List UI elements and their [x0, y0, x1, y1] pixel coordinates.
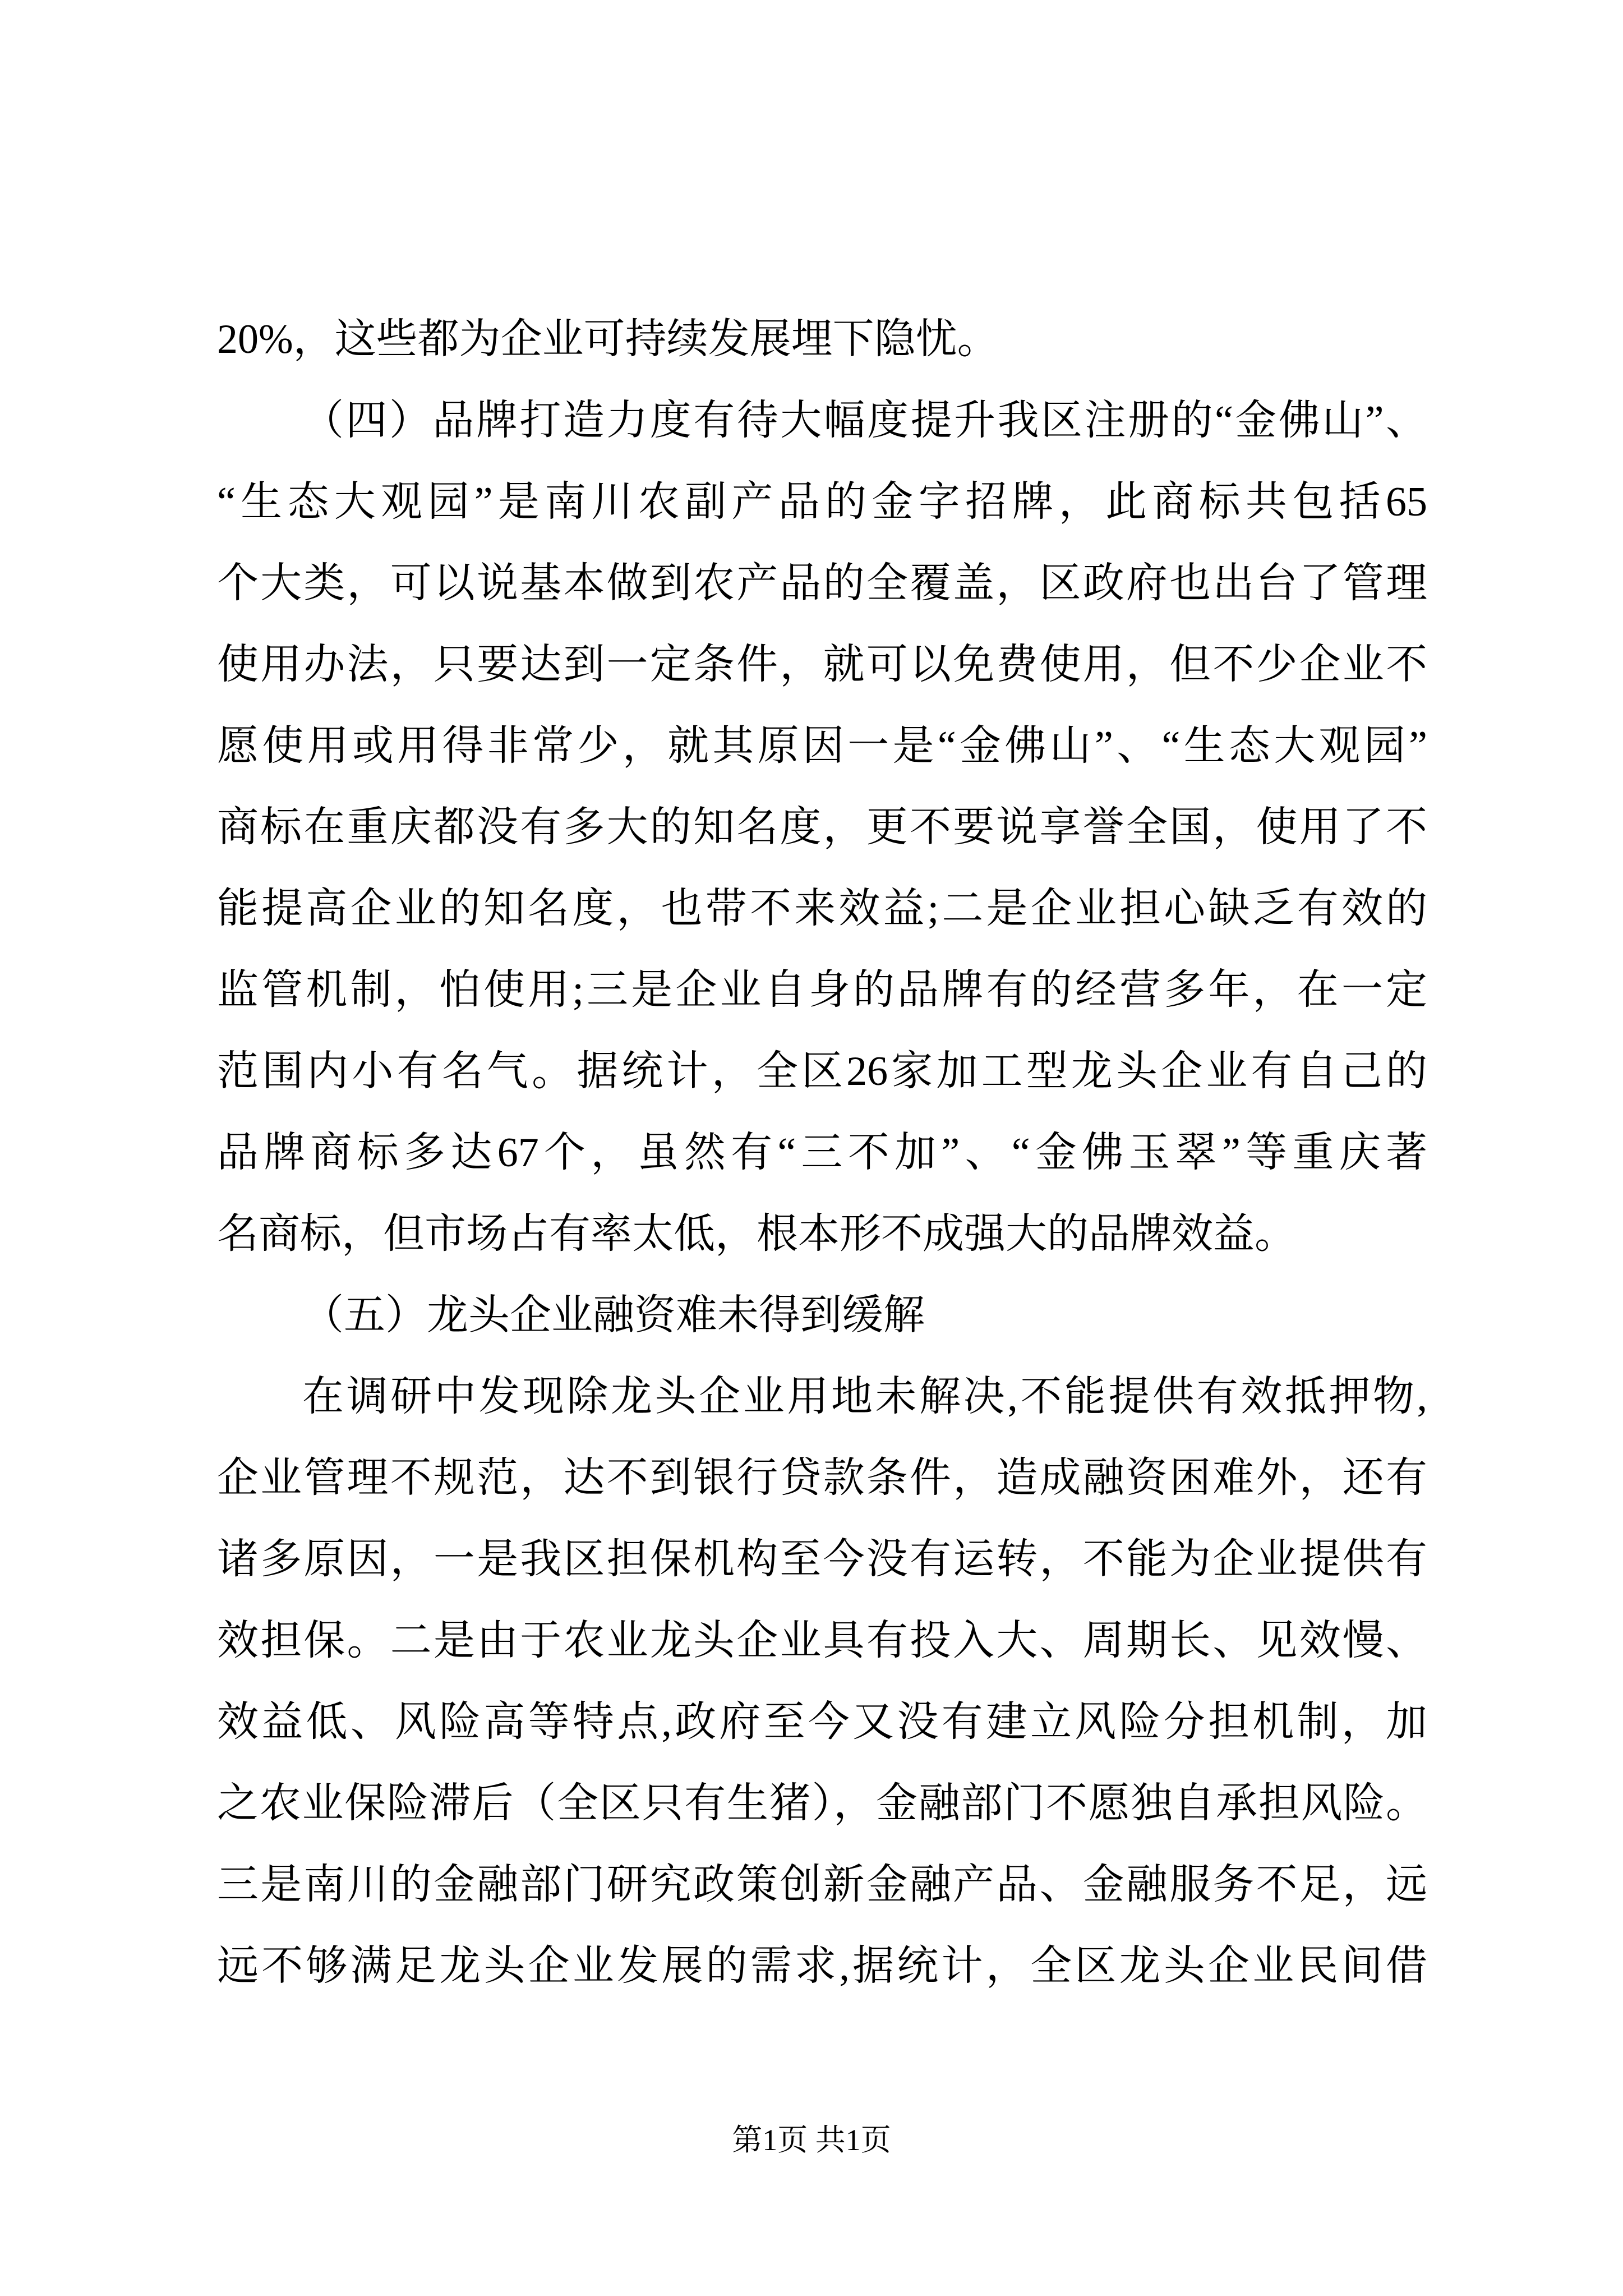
text-line: 名商标，但市场占有率太低，根本形不成强大的品牌效益。	[217, 1211, 1296, 1257]
page-footer	[0, 2122, 1623, 2159]
text-line: 效益低、风险高等特点,政府至今又没有建立风险分担机制，加	[217, 1699, 1427, 1745]
text-line: （五）龙头企业融资难未得到缓解	[302, 1292, 925, 1338]
document-body	[217, 299, 1427, 2007]
text-line: 企业管理不规范，达不到银行贷款条件，造成融资困难外，还有	[217, 1455, 1427, 1501]
text-line: 在调研中发现除龙头企业用地未解决,不能提供有效抵押物,	[302, 1374, 1427, 1420]
text-line: 个大类，可以说基本做到农产品的全覆盖，区政府也出台了管理	[217, 560, 1427, 606]
text-line: 品牌商标多达67个，虽然有“三不加”、“金佛玉翠”等重庆著	[217, 1130, 1427, 1176]
text-line: 远不够满足龙头企业发展的需求,据统计，全区龙头企业民间借	[217, 1943, 1427, 1989]
page-number-label: 第1页 共1页	[732, 2123, 891, 2157]
text-line: “生态大观园”是南川农副产品的金字招牌，此商标共包括65	[217, 479, 1427, 525]
text-line: 范围内小有名气。据统计，全区26家加工型龙头企业有自己的	[217, 1048, 1427, 1094]
text-line: （四）品牌打造力度有待大幅度提升我区注册的“金佛山”、	[302, 398, 1427, 444]
text-line: 效担保。二是由于农业龙头企业具有投入大、周期长、见效慢、	[217, 1618, 1427, 1664]
text-line: 20%，这些都为企业可持续发展埋下隐忧。	[217, 316, 999, 362]
text-line: 之农业保险滞后（全区只有生猪），金融部门不愿独自承担风险。	[217, 1780, 1427, 1826]
text-line: 商标在重庆都没有多大的知名度，更不要说享誉全国，使用了不	[217, 804, 1427, 850]
text-line: 三是南川的金融部门研究政策创新金融产品、金融服务不足，远	[217, 1862, 1427, 1908]
text-line: 使用办法，只要达到一定条件，就可以免费使用，但不少企业不	[217, 642, 1427, 688]
text-line: 诸多原因，一是我区担保机构至今没有运转，不能为企业提供有	[217, 1536, 1427, 1582]
text-line: 能提高企业的知名度，也带不来效益;二是企业担心缺乏有效的	[217, 886, 1427, 932]
text-line: 愿使用或用得非常少，就其原因一是“金佛山”、“生态大观园”	[217, 723, 1427, 769]
text-line: 监管机制，怕使用;三是企业自身的品牌有的经营多年，在一定	[217, 967, 1427, 1013]
